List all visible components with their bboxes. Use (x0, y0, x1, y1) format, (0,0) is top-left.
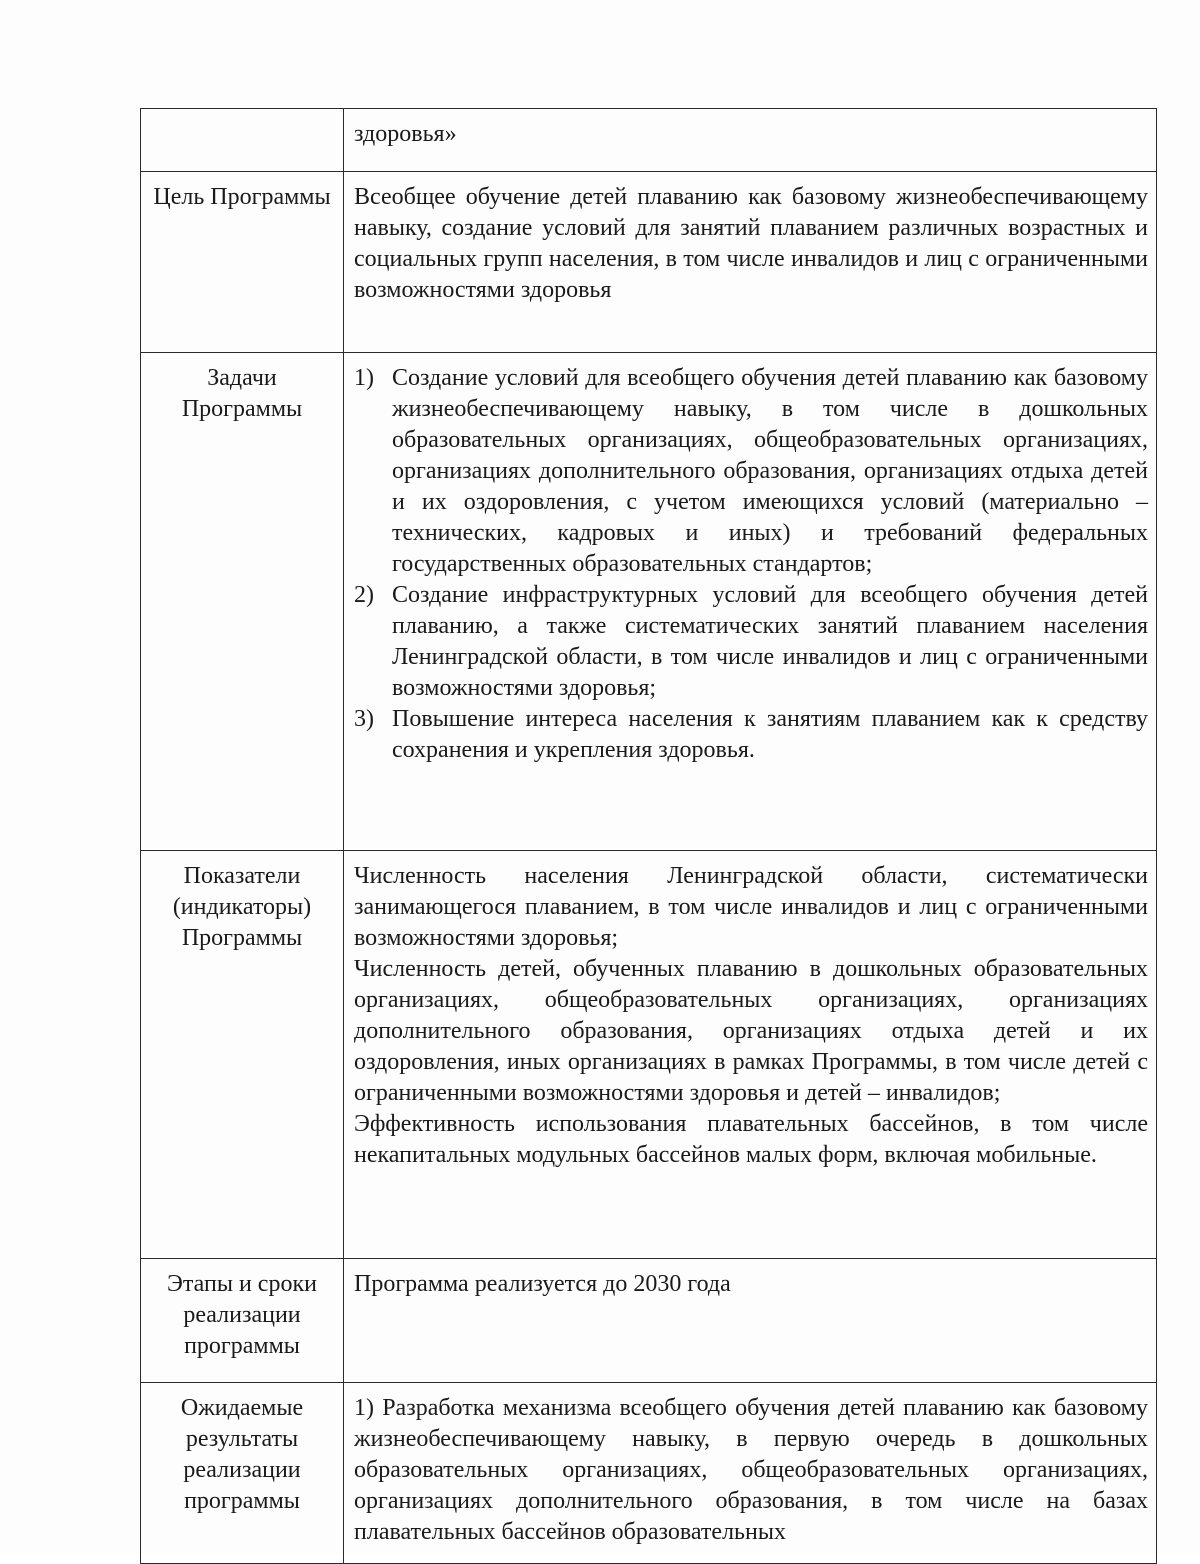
goal-label: Цель Программы (153, 184, 331, 210)
list-item-number: 3) (354, 706, 374, 732)
tasks-list (354, 363, 1148, 766)
stages-label: Этапы и сроки реализации программы (167, 1271, 317, 1359)
row-content-cell (344, 851, 1157, 1259)
indicator-paragraph: Численность населения Ленинградской области, систематически занимающегося плаванием, в том числе инвалидов и лиц с ограниченными возможностями здоровья; (354, 863, 1148, 951)
row-content-cell (344, 1383, 1157, 1564)
indicators-label: Показатели (индикаторы) Программы (172, 863, 312, 951)
list-item-number: 1) (354, 365, 374, 391)
row-label-cell (141, 1383, 344, 1564)
row-label-cell (141, 353, 344, 851)
table-row (141, 1383, 1157, 1564)
results-text: 1) Разработка механизма всеобщего обучения детей плаванию как базовому жизнеобеспечивающему навыку, в первую очередь в дошкольных образовательных организациях, общеобразовательных организациях, организациях дополнительного образования, в том числе на базах плавательных бассейнов образовательных (354, 1395, 1148, 1545)
list-item-number: 2) (354, 582, 374, 608)
table-row (141, 353, 1157, 851)
results-label: Ожидаемые результаты реализации программы (180, 1395, 304, 1514)
row-label-cell (141, 172, 344, 353)
list-item (354, 363, 1148, 580)
goal-text: Всеобщее обучение детей плаванию как базовому жизнеобеспечивающему навыку, создание условий для занятий плаванием различных возрастных и социальных групп населения, в том числе инвалидов и лиц с ограниченными возможностями здоровья (354, 184, 1148, 303)
row-label-cell (141, 851, 344, 1259)
program-passport-table (140, 108, 1157, 1564)
tasks-label: Задачи Программы (181, 365, 303, 422)
table-row (141, 172, 1157, 353)
indicator-paragraph: Эффективность использования плавательных бассейнов, в том числе некапитальных модульных бассейнов малых форм, включая мобильные. (354, 1111, 1148, 1168)
row-content-cell (344, 172, 1157, 353)
row-content-cell (344, 109, 1157, 172)
table-row (141, 1259, 1157, 1383)
list-item-text: Повышение интереса населения к занятиям плаванием как к средству сохранения и укрепления здоровья. (392, 706, 1148, 763)
table-row (141, 851, 1157, 1259)
row-content-cell (344, 1259, 1157, 1383)
row-content-text: здоровья» (354, 121, 457, 147)
stages-text: Программа реализуется до 2030 года (354, 1271, 731, 1297)
list-item (354, 580, 1148, 704)
row-label-cell (141, 109, 344, 172)
list-item (354, 704, 1148, 766)
row-content-cell (344, 353, 1157, 851)
row-label-cell (141, 1259, 344, 1383)
list-item-text: Создание инфраструктурных условий для всеобщего обучения детей плаванию, а также систематических занятий плаванием населения Ленинградской области, в том числе инвалидов и лиц с ограниченными возможностями здоровья; (392, 582, 1148, 701)
table-row (141, 109, 1157, 172)
indicator-paragraph: Численность детей, обученных плаванию в дошкольных образовательных организациях, общеобразовательных организациях, организациях дополнительного образования, организациях отдыха детей и их оздоровления, иных организациях в рамках Программы, в том числе детей с ограниченными возможностями здоровья и детей – инвалидов; (354, 956, 1148, 1106)
list-item-text: Создание условий для всеобщего обучения детей плаванию как базовому жизнеобеспечивающему навыку, в том числе в дошкольных образовательных организациях, общеобразовательных организациях, организациях дополнительного образования, организациях отдыха детей и их оздоровления, с учетом имеющихся условий (материально – технических, кадровых и иных) и требований федеральных государственных образовательных стандартов; (392, 365, 1148, 577)
